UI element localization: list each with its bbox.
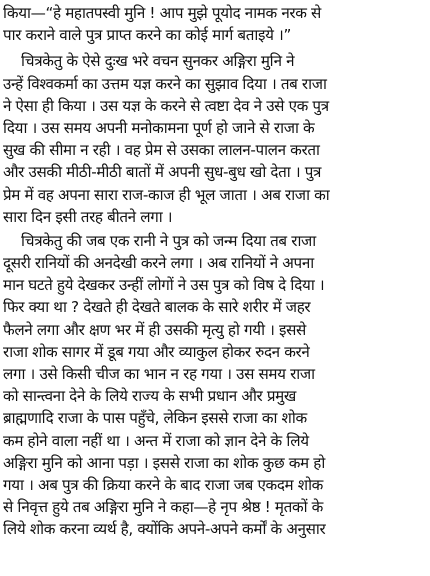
text-line: फैलने लगा और क्षण भर में ही उसकी मृत्यु हो गयी । इससे <box>3 320 306 339</box>
paragraph-3 <box>3 230 427 541</box>
text-line: सुख की सीमा न रही । वह प्रेम से उसका लालन-पालन करता <box>3 141 320 160</box>
text-line: चित्रकेतु की जब एक रानी ने पुत्र को जन्म दिया तब राजा <box>21 231 316 250</box>
text-line: प्रेम में वह अपना सारा राज-काज ही भूल जाता । अब राजा का <box>3 185 330 204</box>
book-page <box>3 2 427 574</box>
text-line: ने ऐसा ही किया । उस यज्ञ के करने से त्वष्टा देव ने उसे एक पुत्र <box>3 96 329 115</box>
text-line: दिया । उस समय अपनी मनोकामना पूर्ण हो जाने से राजा के <box>3 118 315 137</box>
text-line: राजा शोक सागर में डूब गया और व्याकुल होकर रुदन करने <box>3 342 310 361</box>
text-line: दूसरी रानियों की अनदेखी करने लगा । अब रानियों ने अपना <box>3 254 314 273</box>
text-line: कम होने वाला नहीं था । अन्त में राजा को ज्ञान देने के लिये <box>3 431 309 450</box>
text-line: मान घटते हुये देखकर उन्हीं लोगों ने उस पुत्र को विष दे दिया । <box>3 276 325 295</box>
paragraph-2 <box>3 50 427 228</box>
text-line: और उसकी मीठी-मीठी बातों में अपनी सुध-बुध खो देता । पुत्र <box>3 163 322 182</box>
text-line: सारा दिन इसी तरह बीतने लगा । <box>3 207 173 226</box>
text-line: अङ्गिरा मुनि को आना पड़ा । इससे राजा का शोक कुछ कम हो <box>3 453 325 472</box>
text-line: फिर क्या था ? देखते ही देखते बालक के सारे शरीर में जहर <box>3 298 311 317</box>
text-line: गया । अब पुत्र की क्रिया करने के बाद राजा जब एकदम शोक <box>3 475 323 494</box>
text-line: किया—“हे महातपस्वी मुनि ! आप मुझे पूयोद नामक नरक से <box>3 4 321 22</box>
text-line: को सान्त्वना देने के लिये राज्य के सभी प्रधान और प्रमुख <box>3 387 296 406</box>
text-line: लिये शोक करना व्यर्थ है, क्योंकि अपने-अपने कर्मों के अनुसार <box>3 520 326 539</box>
text-line: से निवृत्त हुये तब अङ्गिरा मुनि ने कहा—हे नृप श्रेष्ठ ! मृतकों के <box>3 498 323 517</box>
text-line: चित्रकेतु के ऐसे दुःख भरे वचन सुनकर अङ्गिरा मुनि ने <box>21 52 295 71</box>
paragraph-1 <box>3 2 427 46</box>
text-line: ब्राह्मणादि राजा के पास पहुँचे, लेकिन इससे राजा का शोक <box>3 409 307 428</box>
text-line: पार कराने वाले पुत्र प्राप्त करने का कोई मार्ग बताइये ।” <box>3 26 291 45</box>
text-line: उन्हें विश्वकर्मा का उत्तम यज्ञ करने का सुझाव दिया । तब राजा <box>3 74 327 93</box>
text-line: लगा । उसे किसी चीज का भान न रह गया । उस समय राजा <box>3 365 315 383</box>
